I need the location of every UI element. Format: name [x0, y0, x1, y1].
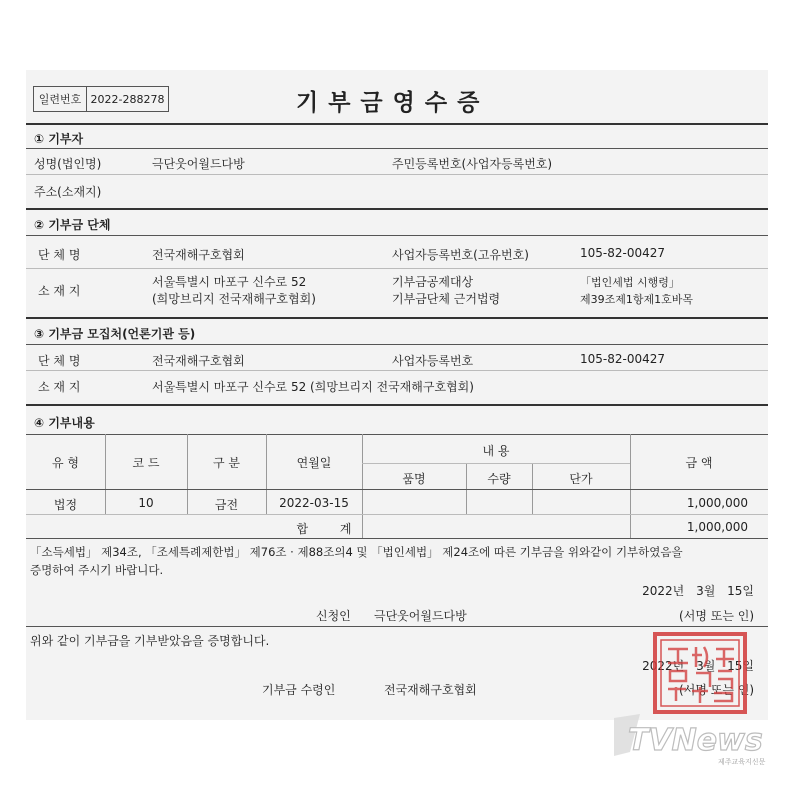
- news-watermark-logo: [600, 700, 775, 770]
- receipt-title: 기부금영수증: [296, 90, 490, 116]
- donor-reg-label: 주민등록번호(사업자등록번호): [392, 157, 553, 171]
- serial-number-value: 2022-288278: [90, 92, 165, 106]
- donation-receipt: [26, 70, 768, 720]
- divider: [26, 538, 768, 539]
- watermark-brand: TVNews: [628, 723, 763, 758]
- collector-location-label: 소 재 지: [38, 380, 81, 394]
- header-category: 구 분: [213, 456, 240, 470]
- statement-line2: 증명하여 주시기 바랍니다.: [30, 563, 164, 577]
- divider: [26, 404, 768, 406]
- divider: [26, 434, 768, 435]
- divider: [26, 514, 768, 515]
- divider: [26, 208, 768, 210]
- org-law-label: 기부금단체 근거법령: [392, 292, 501, 306]
- org-law-line1: 「법인세법 시행령」: [580, 276, 680, 289]
- divider: [26, 626, 768, 627]
- header-type: 유 형: [52, 456, 79, 470]
- header-code: 코 드: [132, 456, 160, 470]
- donor-section-title: ① 기부자: [34, 132, 84, 146]
- divider: [26, 174, 768, 175]
- divider: [26, 148, 768, 149]
- collector-section-title: ③ 기부금 모집처(언론기관 등): [34, 327, 196, 341]
- org-biz-label: 사업자등록번호(고유번호): [392, 248, 529, 262]
- divider: [26, 235, 768, 236]
- details-section-title: ④ 기부내용: [34, 416, 95, 430]
- recipient-name: 전국재해구호협회: [384, 683, 477, 697]
- divider: [26, 344, 768, 345]
- header-amount: 금 액: [685, 456, 713, 470]
- org-name-value: 전국재해구호협회: [152, 248, 245, 262]
- org-location-label: 소 재 지: [38, 284, 81, 298]
- donor-name-value: 극단웃어월드다방: [152, 157, 245, 171]
- divider: [26, 370, 768, 371]
- serial-number-label: 일련번호: [34, 87, 87, 111]
- table-divider: [362, 463, 630, 464]
- collector-name-label: 단 체 명: [38, 354, 81, 368]
- divider: [26, 123, 768, 125]
- org-law-line2: 제39조제1항제1호바목: [580, 293, 694, 306]
- header-content: 내 용: [482, 444, 510, 458]
- recipient-sign-note: (서명 또는 인): [679, 683, 754, 697]
- divider: [26, 489, 768, 490]
- row-code: 10: [138, 496, 154, 510]
- watermark-tagline: 제주교육지신문: [718, 758, 766, 766]
- table-divider: [630, 434, 631, 538]
- statement-line1: 「소득세법」 제34조, 「조세특례제한법」 제76조 · 제88조의4 및 「법인세법」 제24조에 따른 기부금을 위와같이 기부하였음을: [30, 545, 683, 559]
- org-biz-value: 105-82-00427: [580, 246, 666, 260]
- confirmation-date: 2022년 3월 15일: [642, 659, 754, 673]
- header-unit-price: 단가: [569, 472, 593, 486]
- org-location-line2: (희망브리지 전국재해구호협회): [152, 292, 316, 306]
- donor-name-label: 성명(법인명): [34, 157, 102, 171]
- org-name-label: 단 체 명: [38, 248, 81, 262]
- divider: [26, 317, 768, 319]
- row-amount: 1,000,000: [686, 496, 748, 510]
- collector-location-value: 서울특별시 마포구 신수로 52 (희망브리지 전국재해구호협회): [152, 380, 474, 394]
- confirmation-text: 위와 같이 기부금을 기부받았음을 증명합니다.: [30, 634, 270, 648]
- total-amount: 1,000,000: [686, 520, 748, 534]
- divider: [26, 268, 768, 269]
- applicant-sign-note: (서명 또는 인): [679, 609, 754, 623]
- organization-section-title: ② 기부금 단체: [34, 218, 111, 232]
- recipient-label: 기부금 수령인: [262, 683, 336, 697]
- row-type: 법정: [53, 498, 78, 512]
- org-deduction-label: 기부금공제대상: [392, 275, 474, 289]
- header-date: 연월일: [296, 456, 332, 470]
- collector-name-value: 전국재해구호협회: [152, 354, 245, 368]
- row-date: 2022-03-15: [279, 496, 349, 510]
- header-item: 품명: [402, 472, 426, 486]
- statement-date: 2022년 3월 15일: [642, 584, 754, 598]
- donor-address-label: 주소(소재지): [34, 185, 102, 199]
- org-location-line1: 서울특별시 마포구 신수로 52: [152, 275, 307, 289]
- applicant-label: 신청인: [316, 609, 351, 623]
- total-label: 합 계: [296, 522, 366, 536]
- serial-number-box: [33, 86, 169, 112]
- applicant-name: 극단웃어월드다방: [374, 609, 467, 623]
- collector-biz-value: 105-82-00427: [580, 352, 666, 366]
- collector-biz-label: 사업자등록번호: [392, 354, 474, 368]
- row-category: 금전: [214, 498, 239, 512]
- header-quantity: 수량: [487, 472, 511, 486]
